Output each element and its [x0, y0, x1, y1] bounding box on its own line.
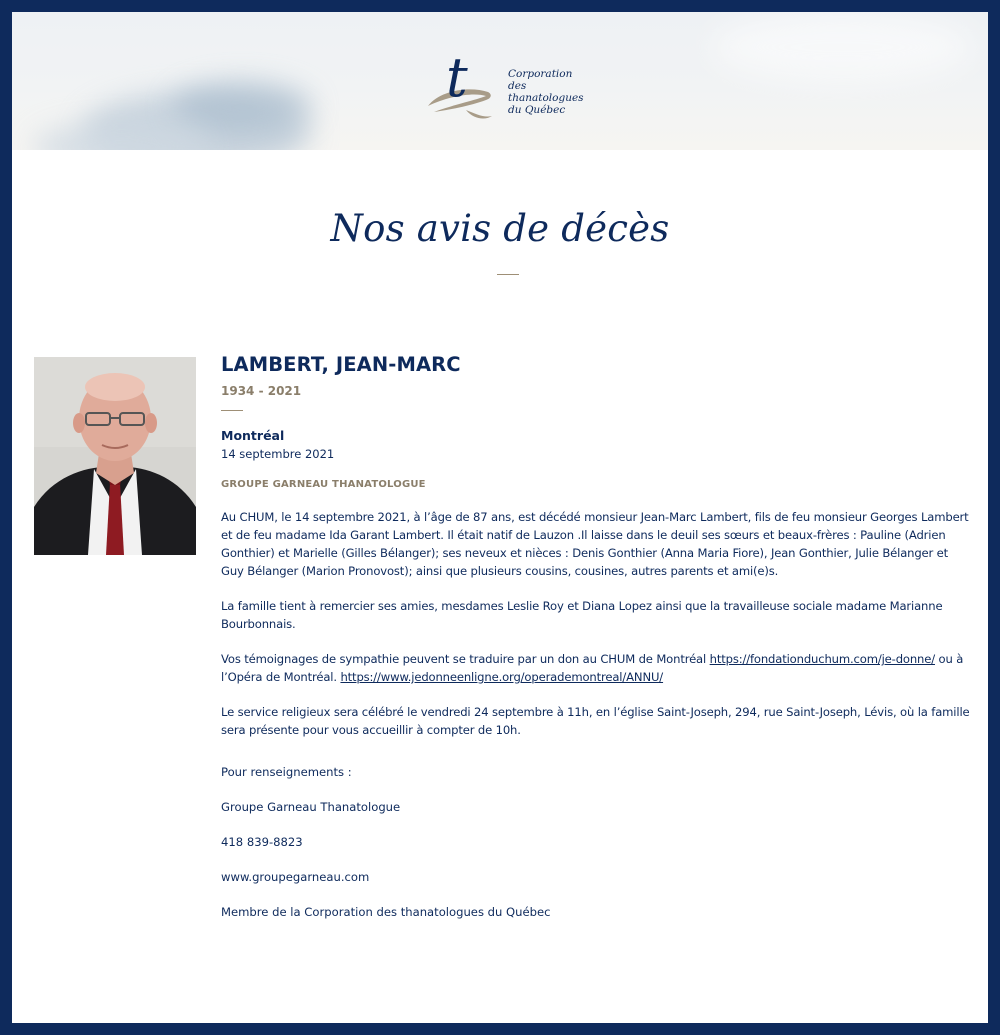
- obituary-paragraph-4: Le service religieux sera célébré le vendredi 24 septembre à 11h, en l’église Saint-Joseph, 294, rue Saint-Joseph, Lévis, où la famille sera présente pour vous accueillir à compter de 10h.: [221, 705, 970, 737]
- title-divider: [497, 274, 519, 275]
- info-label: Pour renseignements :: [221, 765, 352, 779]
- donation-link-opera[interactable]: https://www.jedonneenligne.org/operademontreal/ANNU/: [340, 670, 664, 684]
- page-frame: [12, 12, 988, 1023]
- deceased-name: LAMBERT, JEAN-MARC: [221, 353, 461, 376]
- obituary-paragraph-3: Vos témoignages de sympathie peuvent se traduire par un don au CHUM de Montréal https://fondationduchum.com/je-donne/ ou à l’Opéra de Montréal. https://www.jedonneenligne.org/operademontreal/ANNU/: [221, 652, 964, 684]
- obituary-paragraph-1: Au CHUM, le 14 septembre 2021, à l’âge de 87 ans, est décédé monsieur Jean-Marc Lambert, fils de feu monsieur Georges Lambert et de feu madame Ida Garant Lambert. Il était natif de Lauzon .Il laisse dans le deuil ses sœurs et beaux-frères : Pauline (Adrien Gonthier) et Marielle (Gilles Bélanger); ses neveux et nièces : Denis Gonthier (Anna Maria Fiore), Jean Gonthier, Julie Bélanger et Guy Bélanger (Marion Pronovost); ainsi que plusieurs cousins, cousines, autres parents et ami(e)s.: [221, 510, 969, 578]
- name-divider: [221, 410, 243, 411]
- obituary-content: [221, 352, 973, 921]
- header-banner: [12, 12, 988, 150]
- logo-letter: t: [446, 46, 468, 109]
- page-title: Nos avis de décès: [330, 207, 670, 250]
- info-membership: Membre de la Corporation des thanatologues du Québec: [221, 905, 551, 919]
- info-phone: 418 839-8823: [221, 835, 303, 849]
- site-logo[interactable]: [426, 46, 596, 126]
- logo-mark-icon: [426, 46, 506, 126]
- funeral-home: GROUPE GARNEAU THANATOLOGUE: [221, 479, 426, 490]
- obituary-paragraph-2: La famille tient à remercier ses amies, mesdames Leslie Roy et Diana Lopez ainsi que la travailleuse sociale madame Marianne Bourbonnais.: [221, 599, 943, 631]
- donation-link-chum[interactable]: https://fondationduchum.com/je-donne/: [709, 652, 935, 666]
- city: Montréal: [221, 428, 285, 443]
- logo-text: Corporation des thanatologues du Québec: [508, 68, 584, 116]
- deceased-photo: [34, 357, 196, 555]
- life-years: 1934 - 2021: [221, 384, 302, 398]
- info-website: www.groupegarneau.com: [221, 870, 370, 884]
- info-company: Groupe Garneau Thanatologue: [221, 800, 401, 814]
- death-date: 14 septembre 2021: [221, 447, 335, 461]
